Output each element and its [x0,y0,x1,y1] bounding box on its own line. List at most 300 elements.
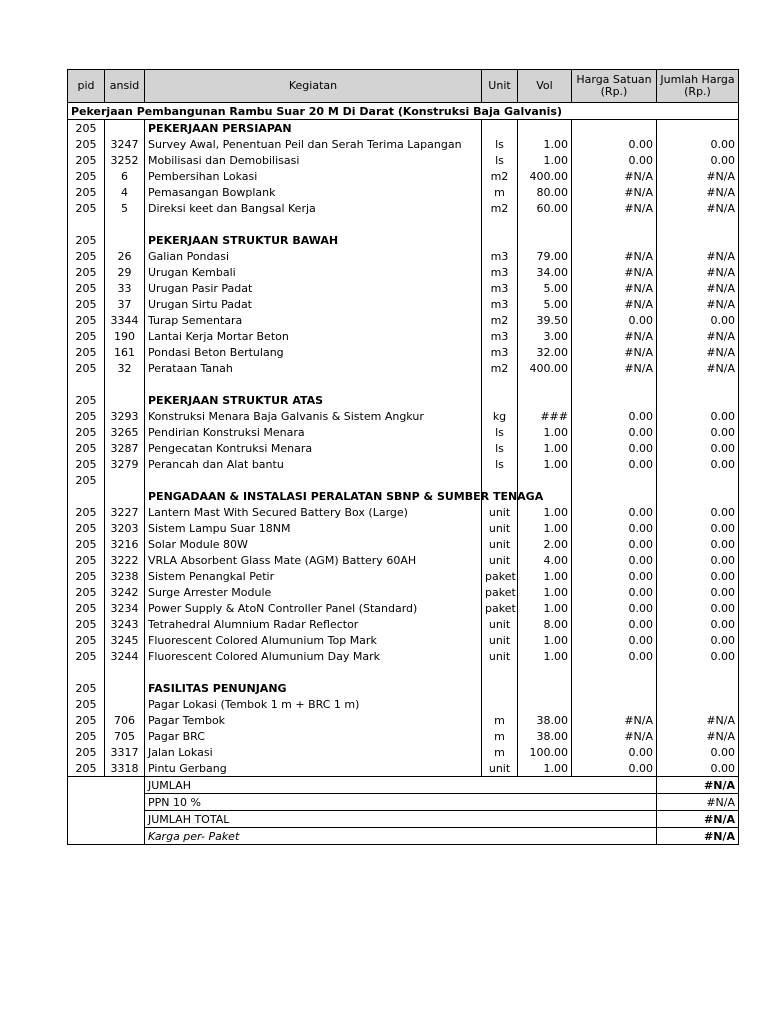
table-row [68,296,739,312]
section-row [68,680,739,696]
cell-pid: 205 [68,568,105,584]
cell-pid: 205 [68,280,105,296]
cell-unit: m3 [482,296,518,312]
cell-ansid: 37 [105,296,145,312]
cell-unit: ls [482,152,518,168]
summary-label: JUMLAH TOTAL [145,811,657,828]
cell-jumlah-harga: 0.00 [657,312,739,328]
cell-kegiatan: Tetrahedral Alumnium Radar Reflector [145,616,482,632]
cell-ansid: 3243 [105,616,145,632]
table-row [68,360,739,376]
cell-jumlah-harga [657,120,739,137]
cell-harga-satuan: 0.00 [572,568,657,584]
cell-pid: 205 [68,168,105,184]
cell-ansid: 33 [105,280,145,296]
cell-ansid: 32 [105,360,145,376]
cell-harga-satuan: 0.00 [572,648,657,664]
cell-kegiatan [145,216,482,232]
cell-vol: 5.00 [518,296,572,312]
cell-jumlah-harga: #N/A [657,296,739,312]
cell-unit: paket [482,600,518,616]
table-row [68,456,739,472]
table-row [68,152,739,168]
cell-kegiatan: Surge Arrester Module [145,584,482,600]
cell-vol: 1.00 [518,504,572,520]
cell-ansid: 3317 [105,744,145,760]
cell-unit: m3 [482,328,518,344]
cell-jumlah-harga: #N/A [657,280,739,296]
cell-kegiatan: Direksi keet dan Bangsal Kerja [145,200,482,216]
cell-jumlah-harga: #N/A [657,728,739,744]
cell-vol: 2.00 [518,536,572,552]
table-row [68,200,739,216]
cell-unit [482,216,518,232]
summary-row [68,828,739,845]
cell-ansid: 3216 [105,536,145,552]
project-title: Pekerjaan Pembangunan Rambu Suar 20 M Di Darat (Konstruksi Baja Galvanis) [68,103,739,120]
table-row [68,216,739,232]
cell-jumlah-harga [657,392,739,408]
cell-ansid [105,232,145,248]
cell-ansid: 3293 [105,408,145,424]
header-harga-satuan: Harga Satuan (Rp.) [572,70,657,103]
section-row [68,232,739,248]
cell-ansid: 3234 [105,600,145,616]
table-row [68,648,739,664]
cell-kegiatan: PEKERJAAN PERSIAPAN [145,120,482,137]
summary-row [68,811,739,828]
cell-pid [68,376,105,392]
table-row [68,328,739,344]
cell-unit [482,472,518,488]
cell-vol [518,664,572,680]
cell-vol: 1.00 [518,520,572,536]
cell-harga-satuan: 0.00 [572,312,657,328]
cell-harga-satuan [572,216,657,232]
cell-pid: 205 [68,712,105,728]
cell-kegiatan [145,376,482,392]
cell-ansid [105,472,145,488]
cell-kegiatan [145,664,482,680]
cell-jumlah-harga: #N/A [657,712,739,728]
summary-label: JUMLAH [145,777,657,794]
cell-harga-satuan [572,232,657,248]
cell-ansid: 3242 [105,584,145,600]
cell-jumlah-harga: 0.00 [657,760,739,777]
cell-unit: paket [482,584,518,600]
table-row [68,344,739,360]
cell-vol [518,696,572,712]
cell-vol: 1.00 [518,632,572,648]
cell-unit: m3 [482,280,518,296]
cell-vol: 1.00 [518,136,572,152]
cell-unit: unit [482,504,518,520]
cell-pid: 205 [68,200,105,216]
cell-unit: m2 [482,312,518,328]
table-row [68,280,739,296]
cell-jumlah-harga [657,680,739,696]
cell-unit: m [482,184,518,200]
table-row [68,312,739,328]
cell-jumlah-harga [657,488,739,504]
cell-unit: m2 [482,360,518,376]
cell-ansid [105,664,145,680]
cell-kegiatan: VRLA Absorbent Glass Mate (AGM) Battery 60AH [145,552,482,568]
cell-vol: 60.00 [518,200,572,216]
cell-unit: paket [482,568,518,584]
cell-kegiatan: Fluorescent Colored Alumunium Day Mark [145,648,482,664]
cell-harga-satuan: 0.00 [572,616,657,632]
cell-kegiatan: Survey Awal, Penentuan Peil dan Serah Terima Lapangan [145,136,482,152]
cell-kegiatan: Perancah dan Alat bantu [145,456,482,472]
cell-jumlah-harga: 0.00 [657,632,739,648]
cell-unit: m3 [482,248,518,264]
cell-ansid: 4 [105,184,145,200]
cell-harga-satuan [572,488,657,504]
cell-kegiatan: Power Supply & AtoN Controller Panel (Standard) [145,600,482,616]
cell-jumlah-harga: 0.00 [657,504,739,520]
cell-vol: 1.00 [518,456,572,472]
cell-pid: 205 [68,632,105,648]
header-ansid: ansid [105,70,145,103]
cell-vol [518,392,572,408]
table-row [68,440,739,456]
cell-harga-satuan: #N/A [572,328,657,344]
cell-harga-satuan: 0.00 [572,744,657,760]
cell-kegiatan: Jalan Lokasi [145,744,482,760]
cell-vol: 400.00 [518,360,572,376]
cell-ansid: 3222 [105,552,145,568]
cell-harga-satuan [572,680,657,696]
cell-kegiatan: PENGADAAN & INSTALASI PERALATAN SBNP & SUMBER TENAGA [145,488,482,504]
table-row [68,184,739,200]
table-row [68,408,739,424]
cell-ansid: 3203 [105,520,145,536]
cell-vol: 100.00 [518,744,572,760]
cell-pid [68,664,105,680]
cell-ansid: 26 [105,248,145,264]
table-row [68,728,739,744]
cell-unit [482,232,518,248]
cell-vol: 1.00 [518,424,572,440]
cell-vol [518,120,572,137]
cell-ansid [105,216,145,232]
cell-kegiatan: Pengecatan Kontruksi Menara [145,440,482,456]
cell-harga-satuan: 0.00 [572,408,657,424]
cell-jumlah-harga [657,664,739,680]
summary-spacer [68,794,145,811]
cell-vol: 8.00 [518,616,572,632]
cell-ansid [105,488,145,504]
cell-ansid [105,696,145,712]
cell-pid: 205 [68,328,105,344]
cell-pid: 205 [68,232,105,248]
table-row [68,632,739,648]
cell-unit: m [482,744,518,760]
cell-kegiatan: Perataan Tanah [145,360,482,376]
table-row [68,744,739,760]
cell-unit [482,664,518,680]
cell-pid: 205 [68,760,105,777]
cell-harga-satuan: #N/A [572,344,657,360]
cell-pid: 205 [68,680,105,696]
cell-pid: 205 [68,424,105,440]
cell-unit: unit [482,648,518,664]
header-jumlah-harga: Jumlah Harga (Rp.) [657,70,739,103]
cell-vol [518,376,572,392]
cell-unit [482,376,518,392]
cell-jumlah-harga: 0.00 [657,536,739,552]
cell-kegiatan: Urugan Pasir Padat [145,280,482,296]
cell-vol [518,472,572,488]
cell-pid: 205 [68,312,105,328]
cell-harga-satuan: #N/A [572,728,657,744]
cell-harga-satuan: #N/A [572,712,657,728]
cell-unit: unit [482,632,518,648]
summary-row [68,794,739,811]
cell-pid: 205 [68,696,105,712]
cell-unit [482,696,518,712]
cell-ansid: 3227 [105,504,145,520]
cell-kegiatan [145,472,482,488]
cell-harga-satuan [572,696,657,712]
cell-vol: 1.00 [518,600,572,616]
cell-jumlah-harga: 0.00 [657,584,739,600]
cell-ansid: 705 [105,728,145,744]
table-row [68,600,739,616]
cell-unit: ls [482,136,518,152]
cell-kegiatan: Pendirian Konstruksi Menara [145,424,482,440]
cell-vol: 80.00 [518,184,572,200]
cell-ansid [105,120,145,137]
cell-ansid [105,376,145,392]
cell-kegiatan: FASILITAS PENUNJANG [145,680,482,696]
cell-kegiatan: Galian Pondasi [145,248,482,264]
cell-harga-satuan: 0.00 [572,584,657,600]
cell-pid [68,488,105,504]
cell-kegiatan: Solar Module 80W [145,536,482,552]
cell-jumlah-harga: 0.00 [657,440,739,456]
cell-jumlah-harga: #N/A [657,184,739,200]
cell-jumlah-harga: 0.00 [657,600,739,616]
summary-spacer [68,811,145,828]
cell-jumlah-harga: 0.00 [657,616,739,632]
cell-kegiatan: Urugan Sirtu Padat [145,296,482,312]
cell-kegiatan: Pagar BRC [145,728,482,744]
cell-ansid: 29 [105,264,145,280]
cell-pid: 205 [68,152,105,168]
cell-jumlah-harga [657,472,739,488]
cell-unit: ls [482,424,518,440]
cell-harga-satuan: 0.00 [572,520,657,536]
cell-jumlah-harga: #N/A [657,328,739,344]
summary-value: #N/A [657,828,739,845]
cell-pid: 205 [68,344,105,360]
table-row [68,424,739,440]
table-row [68,568,739,584]
cell-ansid: 3265 [105,424,145,440]
cell-unit: ls [482,440,518,456]
cell-vol: 1.00 [518,440,572,456]
section-row [68,120,739,137]
cell-unit: m [482,728,518,744]
table-row [68,248,739,264]
cell-vol: 1.00 [518,568,572,584]
table-row [68,264,739,280]
cell-ansid: 3318 [105,760,145,777]
cell-ansid [105,392,145,408]
cell-kegiatan: Pagar Tembok [145,712,482,728]
cell-kegiatan: Mobilisasi dan Demobilisasi [145,152,482,168]
table-row [68,552,739,568]
cell-jumlah-harga [657,232,739,248]
section-row [68,488,739,504]
cell-unit: ls [482,456,518,472]
table-row [68,712,739,728]
cell-jumlah-harga: 0.00 [657,152,739,168]
header-pid: pid [68,70,105,103]
header-row [68,70,739,103]
cell-jumlah-harga: 0.00 [657,456,739,472]
cell-vol [518,680,572,696]
cell-kegiatan: Fluorescent Colored Alumunium Top Mark [145,632,482,648]
header-unit: Unit [482,70,518,103]
cell-jumlah-harga: #N/A [657,360,739,376]
summary-value: #N/A [657,811,739,828]
cell-pid: 205 [68,504,105,520]
cell-harga-satuan [572,392,657,408]
cell-unit [482,392,518,408]
cell-unit [482,120,518,137]
table-row [68,664,739,680]
summary-label: Karga per- Paket [145,828,657,845]
cell-pid: 205 [68,360,105,376]
cell-jumlah-harga: 0.00 [657,408,739,424]
table-row [68,504,739,520]
cost-estimate-table [67,69,739,845]
header-vol: Vol [518,70,572,103]
cell-ansid: 706 [105,712,145,728]
cell-pid: 205 [68,520,105,536]
cell-harga-satuan [572,664,657,680]
cell-pid: 205 [68,440,105,456]
table-row [68,584,739,600]
cell-vol: 34.00 [518,264,572,280]
cell-kegiatan: Turap Sementara [145,312,482,328]
cell-harga-satuan: 0.00 [572,632,657,648]
cell-unit [482,680,518,696]
cell-harga-satuan: 0.00 [572,760,657,777]
cell-pid: 205 [68,552,105,568]
cell-kegiatan: Pintu Gerbang [145,760,482,777]
cell-kegiatan: Urugan Kembali [145,264,482,280]
cell-kegiatan: Pondasi Beton Bertulang [145,344,482,360]
summary-spacer [68,777,145,794]
cell-harga-satuan: 0.00 [572,424,657,440]
cell-pid: 205 [68,136,105,152]
cell-unit: unit [482,520,518,536]
cell-pid [68,216,105,232]
cell-kegiatan: Sistem Lampu Suar 18NM [145,520,482,536]
cell-vol: 32.00 [518,344,572,360]
cell-pid: 205 [68,264,105,280]
cell-pid: 205 [68,184,105,200]
cell-harga-satuan: #N/A [572,184,657,200]
cell-pid: 205 [68,616,105,632]
cell-harga-satuan: #N/A [572,280,657,296]
cell-pid: 205 [68,392,105,408]
cell-unit: m [482,712,518,728]
cell-ansid: 5 [105,200,145,216]
cell-kegiatan: Pembersihan Lokasi [145,168,482,184]
summary-value: #N/A [657,777,739,794]
cell-kegiatan: PEKERJAAN STRUKTUR ATAS [145,392,482,408]
cell-vol: 3.00 [518,328,572,344]
table-row [68,376,739,392]
cell-harga-satuan: 0.00 [572,552,657,568]
cell-jumlah-harga: #N/A [657,168,739,184]
cell-harga-satuan: #N/A [572,296,657,312]
cell-vol: 5.00 [518,280,572,296]
cell-kegiatan: Pemasangan Bowplank [145,184,482,200]
cell-unit: unit [482,616,518,632]
cell-jumlah-harga: 0.00 [657,552,739,568]
cell-vol: 400.00 [518,168,572,184]
header-kegiatan: Kegiatan [145,70,482,103]
cell-vol: 39.50 [518,312,572,328]
project-title-row [68,103,739,120]
cell-ansid: 190 [105,328,145,344]
table-row [68,136,739,152]
cell-kegiatan: Lantai Kerja Mortar Beton [145,328,482,344]
cell-harga-satuan [572,472,657,488]
cell-vol: 38.00 [518,712,572,728]
cell-harga-satuan: 0.00 [572,504,657,520]
cell-harga-satuan: 0.00 [572,456,657,472]
cell-pid: 205 [68,248,105,264]
cell-jumlah-harga: 0.00 [657,424,739,440]
table-row [68,536,739,552]
cell-jumlah-harga: #N/A [657,200,739,216]
cell-harga-satuan: #N/A [572,264,657,280]
cell-pid: 205 [68,472,105,488]
table-row [68,696,739,712]
cell-jumlah-harga: #N/A [657,344,739,360]
cell-kegiatan: Konstruksi Menara Baja Galvanis & Sistem Angkur [145,408,482,424]
cell-unit: m3 [482,264,518,280]
cell-jumlah-harga: 0.00 [657,744,739,760]
cell-vol: 1.00 [518,760,572,777]
table-row [68,168,739,184]
cell-vol: 79.00 [518,248,572,264]
cell-unit: unit [482,760,518,777]
cell-vol: 1.00 [518,648,572,664]
cell-jumlah-harga: #N/A [657,264,739,280]
cell-ansid: 3247 [105,136,145,152]
cell-kegiatan: Lantern Mast With Secured Battery Box (Large) [145,504,482,520]
cell-pid: 205 [68,408,105,424]
cell-pid: 205 [68,600,105,616]
cell-vol [518,232,572,248]
cell-vol: 4.00 [518,552,572,568]
cell-unit: kg [482,408,518,424]
cell-harga-satuan: #N/A [572,168,657,184]
cell-pid: 205 [68,296,105,312]
cell-kegiatan: PEKERJAAN STRUKTUR BAWAH [145,232,482,248]
cell-pid: 205 [68,120,105,137]
cell-pid: 205 [68,456,105,472]
summary-label: PPN 10 % [145,794,657,811]
